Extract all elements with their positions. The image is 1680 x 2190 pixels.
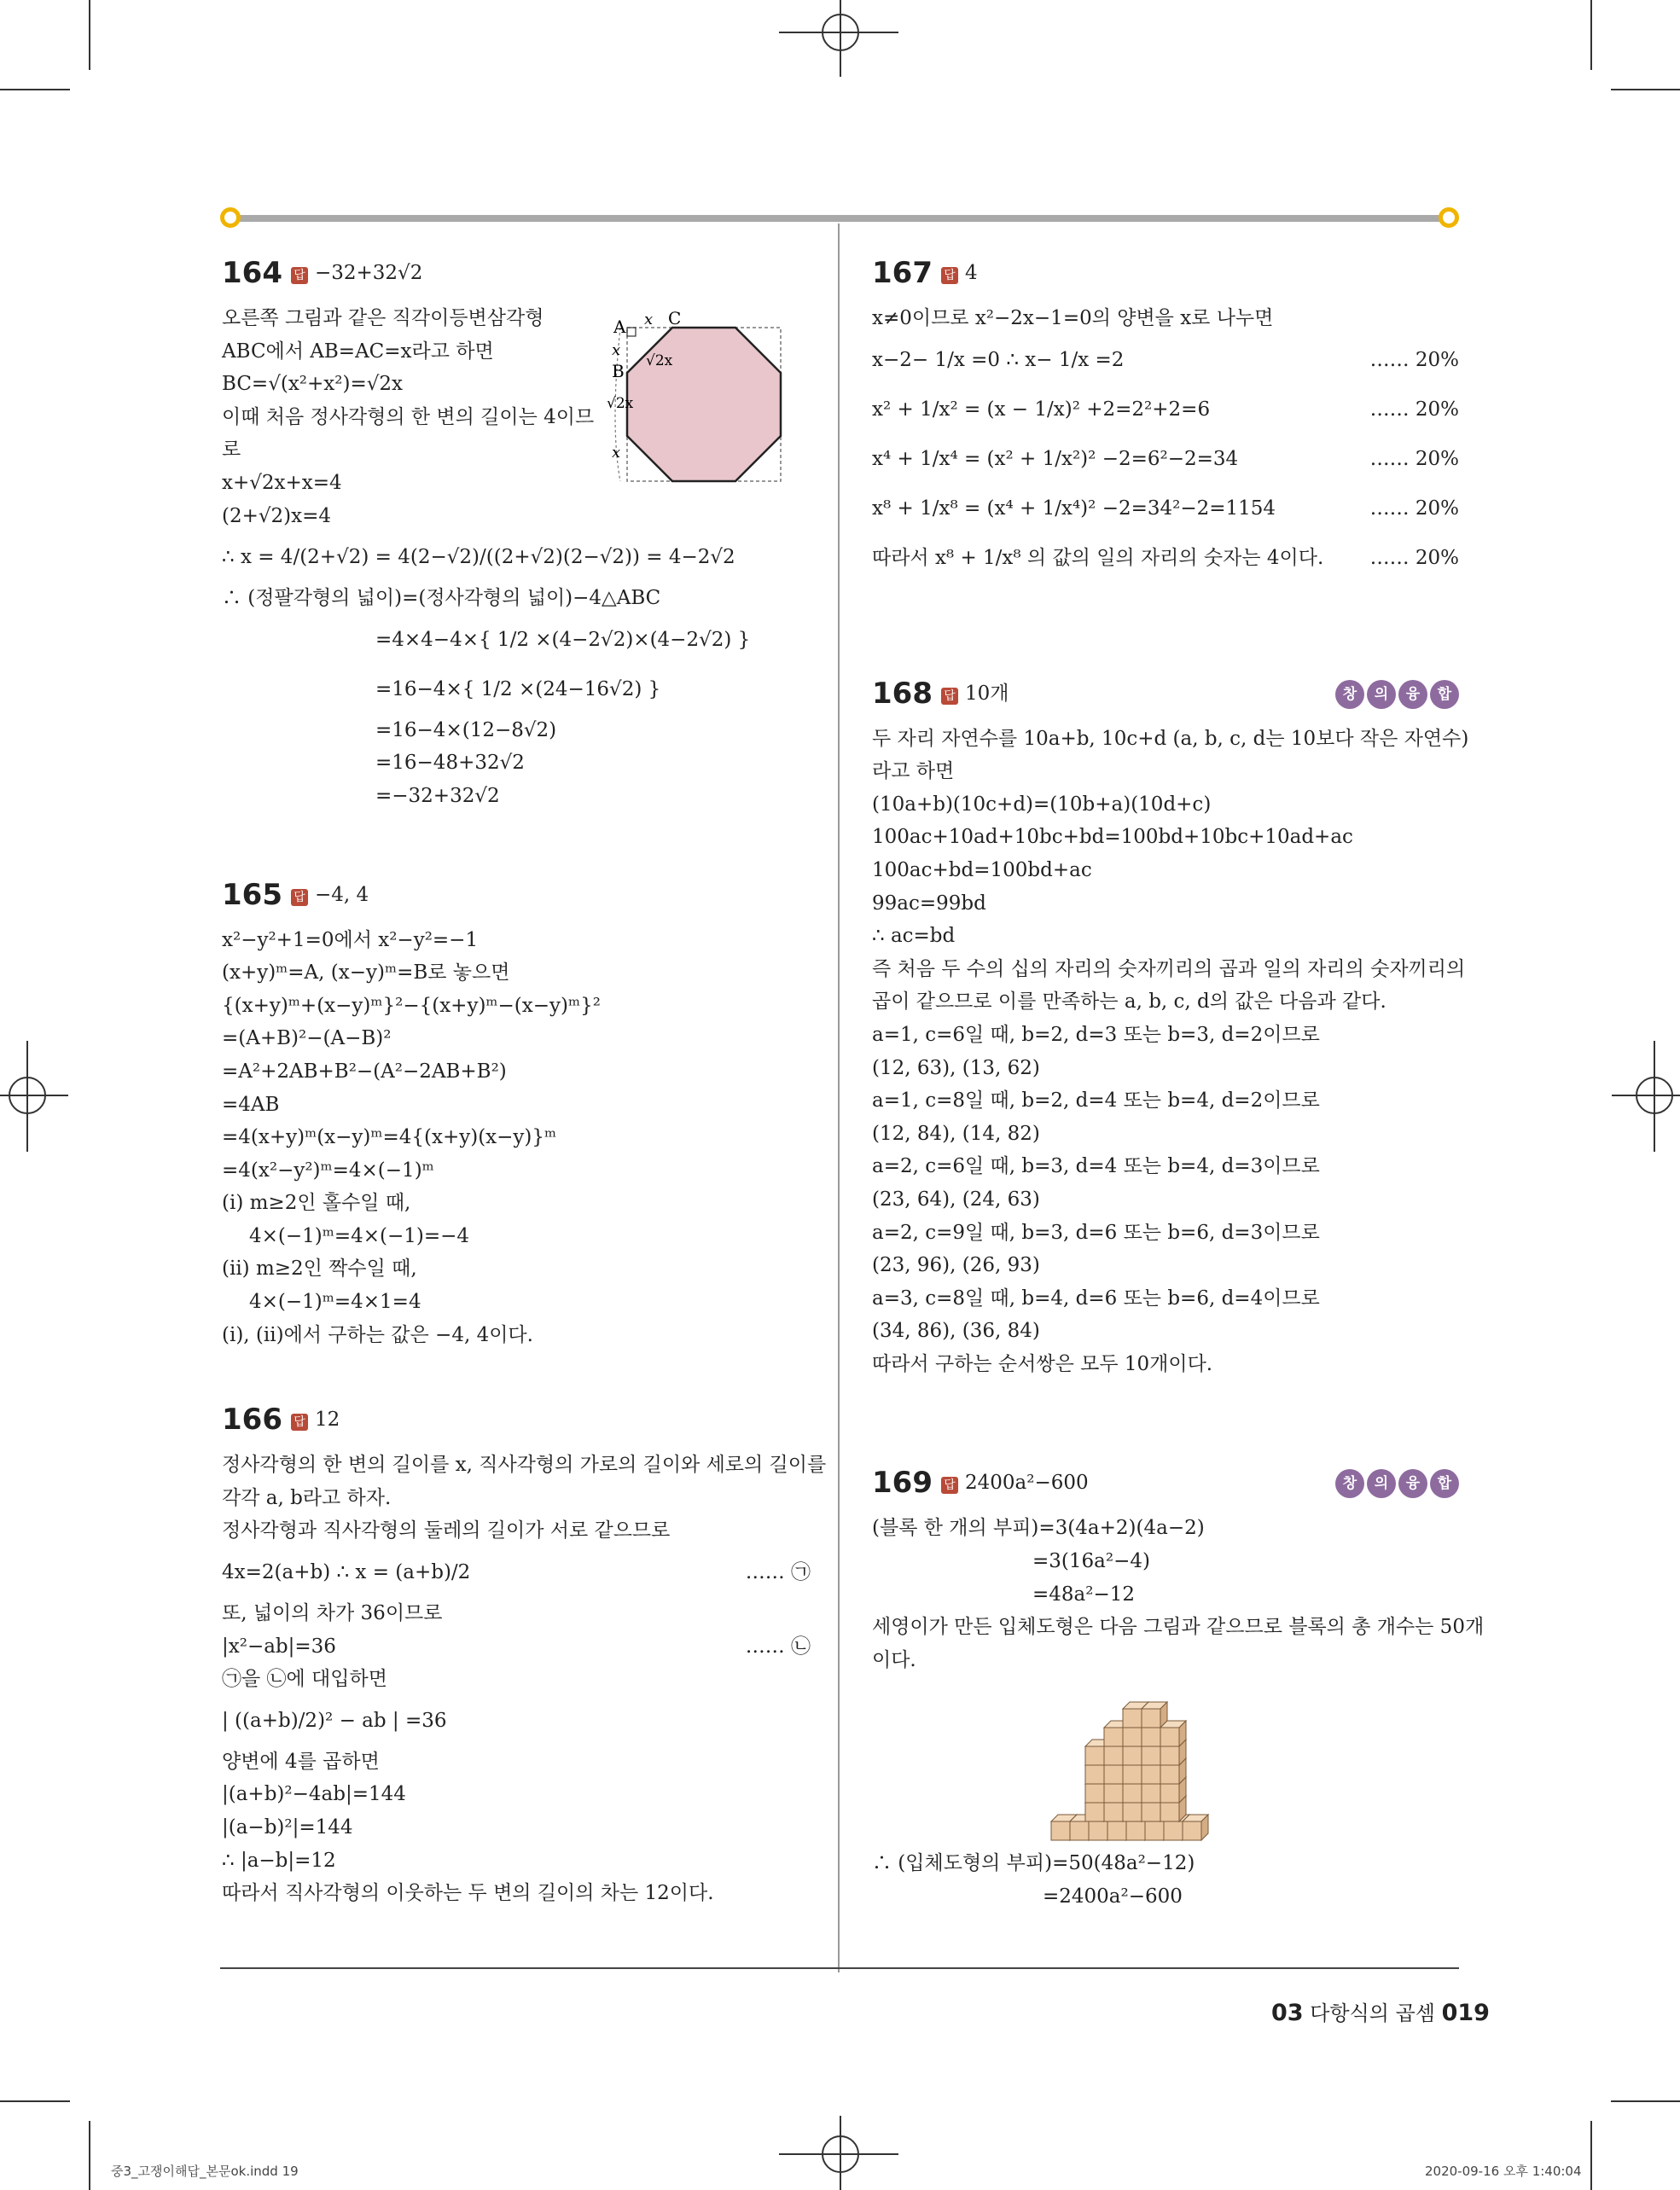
crop-mark xyxy=(0,2100,70,2102)
text-line: x⁴ + 1/x⁴ = (x² + 1/x²)² −2=6²−2=34 …… 20% xyxy=(872,434,1459,484)
text-line: 이때 처음 정사각형의 한 변의 길이는 4이므 xyxy=(222,405,595,428)
text-line: 세영이가 만든 입체도형은 다음 그림과 같으므로 블록의 총 개수는 50개 xyxy=(872,1616,1485,1639)
page-footer xyxy=(1271,1996,1490,2026)
text-line: (23, 64), (24, 63) xyxy=(872,1188,1040,1211)
text-line: (12, 63), (13, 62) xyxy=(872,1056,1040,1079)
octagon-shape xyxy=(627,328,781,481)
score-mark: …… 20% xyxy=(1369,348,1459,371)
problem-number: 169 xyxy=(872,1466,933,1501)
text-line: (23, 96), (26, 93) xyxy=(872,1254,1040,1277)
text-line: (2+√2)x=4 xyxy=(222,504,332,527)
text-line: a=3, c=8일 때, b=4, d=6 또는 b=6, d=4이므로 xyxy=(872,1287,1320,1310)
block-face xyxy=(1123,1746,1142,1765)
text-line: 각각 a, b라고 하자. xyxy=(222,1486,392,1509)
text-line: (34, 86), (36, 84) xyxy=(872,1320,1040,1343)
text-line: x≠0이므로 x²−2x−1=0의 양변을 x로 나누면 xyxy=(872,307,1274,329)
block-face xyxy=(1126,1821,1145,1840)
text-line: 4x=2(a+b) ∴ x = (a+b)/2 …… ㉠ xyxy=(222,1548,811,1597)
answer-value: −4, 4 xyxy=(314,883,369,906)
text-line: =4AB xyxy=(222,1093,280,1116)
text-line: =4(x+y)ᵐ(x−y)ᵐ=4{(x+y)(x−y)}ᵐ xyxy=(222,1126,557,1149)
text-line: x²−y²+1=0에서 x²−y²=−1 xyxy=(222,928,479,951)
block-face xyxy=(1142,1746,1160,1765)
answer-badge: 답 xyxy=(291,267,308,284)
page-number: 019 xyxy=(1441,2000,1490,2026)
block-face xyxy=(1142,1709,1160,1728)
text-line: {(x+y)ᵐ+(x−y)ᵐ}²−{(x+y)ᵐ−(x−y)ᵐ}² xyxy=(222,994,601,1017)
text-line: 오른쪽 그림과 같은 직각이등변삼각형 xyxy=(222,307,544,329)
print-slug-right: 2020-09-16 오후 1:40:04 xyxy=(1425,2164,1582,2179)
problem-165 xyxy=(222,869,811,1352)
block-face xyxy=(1160,1803,1179,1821)
text-line: ABC에서 AB=AC=x라고 하면 xyxy=(222,340,494,363)
text-line: =16−48+32√2 xyxy=(375,752,525,775)
block-figure xyxy=(872,1676,1459,1847)
problem-number: 166 xyxy=(222,1403,282,1438)
answer-badge: 답 xyxy=(941,1477,958,1494)
block-face xyxy=(1142,1803,1160,1821)
text-line: (ⅰ) m≥2인 홀수일 때, xyxy=(222,1192,411,1215)
block-face xyxy=(1085,1784,1104,1803)
text-line: =4×4−4×{ 1/2 ×(4−2√2)×(4−2√2) } xyxy=(375,628,751,651)
text-line: a=2, c=9일 때, b=3, d=6 또는 b=6, d=3이므로 xyxy=(872,1221,1320,1244)
svg-text:x: x xyxy=(644,311,654,328)
answer-value: 12 xyxy=(314,1409,340,1432)
text-line: (블록 한 개의 부피)=3(4a+2)(4a−2) xyxy=(872,1517,1205,1540)
text-line: 정사각형과 직사각형의 둘레의 길이가 서로 같으므로 xyxy=(222,1519,671,1542)
problem-heading xyxy=(872,247,1459,299)
text-line: 따라서 x⁸ + 1/x⁸ 의 값의 일의 자리의 숫자는 4이다. …… 20% xyxy=(872,533,1459,583)
text-line: =2400a²−600 xyxy=(1043,1885,1183,1908)
block-face xyxy=(1123,1765,1142,1784)
text-line: x+√2x+x=4 xyxy=(222,471,342,494)
crop-mark xyxy=(1611,89,1680,90)
bottom-rule xyxy=(220,1967,1459,1969)
svg-text:x: x xyxy=(612,444,621,462)
crop-mark xyxy=(1611,2100,1680,2102)
text-line: BC=√(x²+x²)=√2x xyxy=(222,373,403,396)
text-line: =−32+32√2 xyxy=(375,784,500,807)
svg-text:√2x: √2x xyxy=(607,395,634,412)
block-face xyxy=(1160,1728,1179,1746)
text-line: ∴ ac=bd xyxy=(872,925,956,948)
problem-heading xyxy=(222,247,811,299)
block-face xyxy=(1085,1803,1104,1821)
text-line: =48a²−12 xyxy=(1032,1583,1136,1606)
chapter-title: 다항식의 곱셈 xyxy=(1310,2001,1435,2025)
text-line: |(a+b)²−4ab|=144 xyxy=(222,1783,406,1806)
text-line: (x+y)ᵐ=A, (x−y)ᵐ=B로 놓으면 xyxy=(222,961,510,985)
score-mark: …… 20% xyxy=(1369,546,1459,569)
block-face xyxy=(1104,1765,1123,1784)
problem-number: 165 xyxy=(222,877,282,912)
block-face xyxy=(1142,1765,1160,1784)
block-face xyxy=(1104,1746,1123,1765)
problem-heading xyxy=(222,1394,811,1445)
equation-mark: …… ㉡ xyxy=(745,1635,811,1658)
block-face xyxy=(1104,1803,1123,1821)
text-line: =16−4×{ 1/2 ×(24−16√2) } xyxy=(375,677,661,700)
text-line: 4×(−1)ᵐ=4×(−1)=−4 xyxy=(249,1224,470,1247)
text-line: 99ac=99bd xyxy=(872,892,986,915)
text-line: 100ac+10ad+10bc+bd=100bd+10bc+10ad+ac xyxy=(872,826,1353,849)
block-face xyxy=(1183,1821,1201,1840)
left-column xyxy=(222,247,827,1910)
text-line: 두 자리 자연수를 10a+b, 10c+d (a, b, c, d는 10보다 작은 자연수) xyxy=(872,727,1469,750)
text-line: 또, 넓이의 차가 36이므로 xyxy=(222,1602,443,1625)
score-mark: …… 20% xyxy=(1369,497,1459,520)
problem-168 xyxy=(872,668,1469,1381)
block-face xyxy=(1104,1728,1123,1746)
top-rule xyxy=(229,215,1450,222)
crop-mark xyxy=(89,0,90,70)
block-face xyxy=(1085,1746,1104,1765)
text-line: a=2, c=6일 때, b=3, d=4 또는 b=4, d=3이므로 xyxy=(872,1155,1320,1178)
block-face xyxy=(1107,1821,1126,1840)
text-line: (10a+b)(10c+d)=(10b+a)(10d+c) xyxy=(872,793,1212,816)
text-line: 양변에 4를 곱하면 xyxy=(222,1750,380,1773)
crop-mark xyxy=(1590,0,1592,70)
text-line: =16−4×(12−8√2) xyxy=(375,718,557,741)
equation-mark: …… ㉠ xyxy=(745,1561,811,1584)
text-line: =A²+2AB+B²−(A²−2AB+B²) xyxy=(222,1060,507,1083)
crop-mark xyxy=(0,89,70,90)
text-line: x−2− 1/x =0 ∴ x− 1/x =2 …… 20% xyxy=(872,335,1459,385)
text-line: |x²−ab|=36 …… ㉡ xyxy=(222,1630,811,1664)
block-stack xyxy=(1051,1702,1208,1840)
text-line: 라고 하면 xyxy=(872,760,955,783)
answer-value: 10개 xyxy=(964,682,1009,705)
problem-number: 167 xyxy=(872,256,933,290)
answer-badge: 답 xyxy=(941,688,958,705)
problem-167 xyxy=(872,247,1459,583)
text-line: ∴ (입체도형의 부피)=50(48a²−12) xyxy=(872,1852,1195,1875)
text-line: ∴ |a−b|=12 xyxy=(222,1849,336,1872)
crop-mark xyxy=(89,2121,90,2190)
text-line: 4×(−1)ᵐ=4×1=4 xyxy=(249,1291,421,1314)
text-line: x² + 1/x² = (x − 1/x)² +2=2²+2=6 …… 20% xyxy=(872,385,1459,434)
column-divider xyxy=(838,224,840,1972)
block-face xyxy=(1104,1784,1123,1803)
answer-badge: 답 xyxy=(941,267,958,284)
block-face xyxy=(1089,1821,1107,1840)
crop-mark xyxy=(1590,2121,1592,2190)
problem-169 xyxy=(872,1457,1485,1913)
block-face xyxy=(1123,1709,1142,1728)
text-line: =4(x²−y²)ᵐ=4×(−1)ᵐ xyxy=(222,1159,434,1182)
label-c: C xyxy=(668,308,682,328)
text-line: 따라서 직사각형의 이웃하는 두 변의 길이의 차는 12이다. xyxy=(222,1882,714,1905)
creative-tag: 창 의 융 합 xyxy=(1333,677,1459,710)
answer-badge: 답 xyxy=(291,1414,308,1431)
text-line: 즉 처음 두 수의 십의 자리의 숫자끼리의 곱과 일의 자리의 숫자끼리의 xyxy=(872,957,1466,980)
score-mark: …… 20% xyxy=(1369,447,1459,470)
block-face xyxy=(1164,1821,1183,1840)
text-line: (ⅱ) m≥2인 짝수일 때, xyxy=(222,1258,417,1281)
svg-text:√2x: √2x xyxy=(646,352,673,369)
creative-tag: 창 의 융 합 xyxy=(1333,1466,1459,1499)
text-line: ∴ x = 4/(2+√2) = 4(2−√2)/((2+√2)(2−√2)) = 4−2√2 xyxy=(222,546,735,569)
score-mark: …… 20% xyxy=(1369,398,1459,421)
text-line: a=1, c=8일 때, b=2, d=4 또는 b=4, d=2이므로 xyxy=(872,1089,1320,1112)
text-line: =(A+B)²−(A−B)² xyxy=(222,1027,392,1050)
text-line: ∴ (정팔각형의 넓이)=(정사각형의 넓이)−4△ABC xyxy=(222,587,661,610)
block-face xyxy=(1085,1765,1104,1784)
block-face xyxy=(1142,1728,1160,1746)
text-line: (ⅰ), (ⅱ)에서 구하는 값은 −4, 4이다. xyxy=(222,1323,533,1346)
octagon-figure xyxy=(607,307,789,486)
rule-dot xyxy=(220,207,241,228)
problem-number: 164 xyxy=(222,256,282,290)
text-line: 정사각형의 한 변의 길이를 x, 직사각형의 가로의 길이와 세로의 길이를 xyxy=(222,1454,827,1477)
block-face xyxy=(1123,1803,1142,1821)
block-face xyxy=(1070,1821,1089,1840)
text-line: 로 xyxy=(222,439,241,462)
block-face xyxy=(1160,1784,1179,1803)
block-face xyxy=(1123,1784,1142,1803)
block-face xyxy=(1123,1728,1142,1746)
text-line: =3(16a²−4) xyxy=(1032,1550,1150,1573)
print-slug-left: 중3_고쟁이해답_본문ok.indd 19 xyxy=(111,2164,299,2179)
answer-value: 4 xyxy=(964,262,978,284)
problem-heading xyxy=(222,869,811,921)
text-line: (12, 84), (14, 82) xyxy=(872,1122,1040,1145)
answer-badge: 답 xyxy=(291,889,308,906)
block-face xyxy=(1142,1784,1160,1803)
text-line: | ((a+b)/2)² − ab | =36 xyxy=(222,1709,447,1732)
text-line: 곱이 같으므로 이를 만족하는 a, b, c, d의 값은 다음과 같다. xyxy=(872,990,1386,1014)
problem-166 xyxy=(222,1394,827,1910)
block-face xyxy=(1051,1821,1070,1840)
text-line: 따라서 구하는 순서쌍은 모두 10개이다. xyxy=(872,1352,1213,1375)
chapter-number: 03 xyxy=(1271,2000,1304,2026)
answer-value: 2400a²−600 xyxy=(964,1472,1089,1495)
rule-dot xyxy=(1439,207,1459,228)
text-line: a=1, c=6일 때, b=2, d=3 또는 b=3, d=2이므로 xyxy=(872,1023,1320,1046)
block-face xyxy=(1145,1821,1164,1840)
right-column xyxy=(872,247,1485,1914)
block-face xyxy=(1160,1765,1179,1784)
problem-number: 168 xyxy=(872,676,933,711)
block-face xyxy=(1160,1746,1179,1765)
text-line: 이다. xyxy=(872,1648,916,1671)
label-a: A xyxy=(613,317,626,337)
answer-value: −32+32√2 xyxy=(314,262,423,284)
text-line: ㉠을 ㉡에 대입하면 xyxy=(222,1668,387,1691)
label-b: B xyxy=(612,361,625,381)
problem-164 xyxy=(222,247,811,813)
text-line: x⁸ + 1/x⁸ = (x⁴ + 1/x⁴)² −2=34²−2=1154 …… 20% xyxy=(872,484,1459,533)
text-line: 100ac+bd=100bd+ac xyxy=(872,858,1092,881)
text-line: |(a−b)²|=144 xyxy=(222,1816,353,1839)
svg-text:x: x xyxy=(612,341,621,359)
